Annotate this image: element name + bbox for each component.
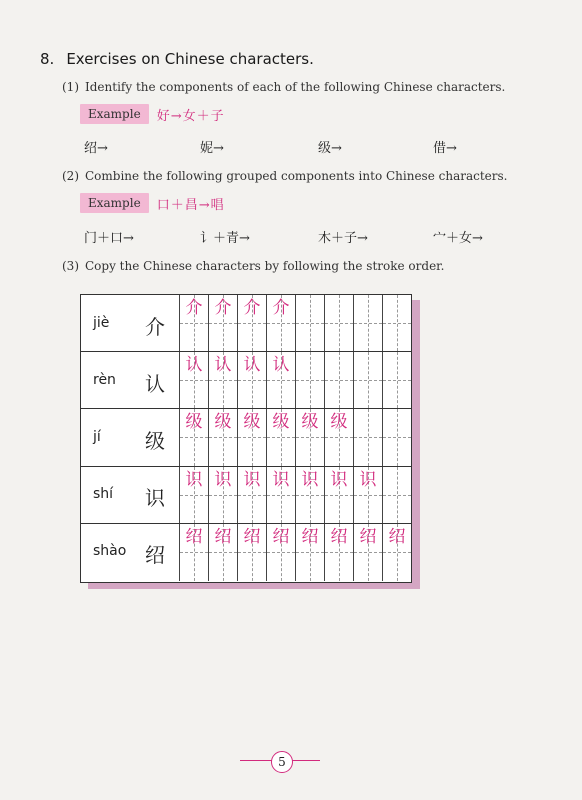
practice-cell[interactable] — [353, 295, 382, 351]
character-label: 级 — [145, 428, 165, 453]
practice-cell[interactable] — [266, 409, 295, 465]
character-label: 认 — [145, 371, 165, 396]
practice-cell[interactable] — [266, 467, 295, 523]
cell-guide-horizontal — [238, 437, 266, 438]
practice-cell[interactable] — [237, 352, 266, 408]
q2-item: 宀＋女→ — [433, 231, 483, 246]
q1-number: (1) — [62, 80, 79, 94]
practice-cell[interactable] — [324, 524, 353, 581]
cell-guide-horizontal — [296, 437, 324, 438]
stroke-step-character: 绍 — [272, 526, 290, 547]
stroke-step-character: 识 — [359, 469, 377, 490]
stroke-step-character: 介 — [214, 298, 232, 318]
cell-guide-horizontal — [296, 495, 324, 496]
practice-cell[interactable] — [324, 352, 353, 408]
cell-guide-horizontal — [325, 552, 353, 553]
stroke-order-grid — [80, 294, 412, 583]
section-number: 8. — [40, 50, 55, 68]
cell-guide-horizontal — [354, 552, 382, 553]
stroke-step-character: 识 — [214, 469, 232, 490]
section-title — [40, 50, 314, 68]
practice-cell[interactable] — [353, 467, 382, 523]
character-label: 介 — [145, 314, 165, 339]
grid-row — [81, 524, 411, 581]
cell-guide-horizontal — [296, 323, 324, 324]
section-title-text: Exercises on Chinese characters. — [66, 50, 314, 68]
page-number-line-left — [240, 760, 274, 761]
cell-guide-horizontal — [209, 552, 237, 553]
practice-cell[interactable] — [237, 467, 266, 523]
stroke-step-character: 介 — [272, 298, 290, 318]
practice-cell[interactable] — [266, 352, 295, 408]
practice-cell[interactable] — [208, 352, 237, 408]
practice-cell[interactable] — [382, 409, 411, 465]
cell-guide-horizontal — [180, 380, 208, 381]
pinyin-label: rèn — [93, 371, 116, 388]
cell-guide-horizontal — [383, 380, 411, 381]
cell-guide-horizontal — [238, 323, 266, 324]
character-label: 识 — [145, 486, 165, 511]
stroke-step-character: 识 — [272, 469, 290, 490]
cell-guide-horizontal — [296, 552, 324, 553]
cell-guide-horizontal — [209, 380, 237, 381]
cell-guide-horizontal — [383, 437, 411, 438]
cell-guide-horizontal — [325, 495, 353, 496]
stroke-step-character: 识 — [330, 469, 348, 490]
grid-row — [81, 409, 411, 466]
practice-cell[interactable] — [382, 352, 411, 408]
practice-cell[interactable] — [295, 352, 324, 408]
practice-cell[interactable] — [208, 295, 237, 351]
practice-cells — [179, 467, 411, 523]
practice-cell[interactable] — [266, 295, 295, 351]
q2-example-text: 口＋昌→唱 — [156, 197, 225, 213]
practice-cells — [179, 409, 411, 465]
practice-cell[interactable] — [237, 524, 266, 581]
cell-guide-horizontal — [325, 380, 353, 381]
practice-cell[interactable] — [208, 467, 237, 523]
practice-cell[interactable] — [382, 295, 411, 351]
q1-example-text: 好→女＋子 — [156, 108, 225, 124]
practice-cells — [179, 352, 411, 408]
q1-example-label: Example — [80, 104, 149, 124]
practice-cell[interactable] — [179, 352, 208, 408]
pinyin-label: jiè — [93, 314, 110, 331]
q2-example — [80, 193, 225, 213]
stroke-step-character: 识 — [301, 469, 319, 490]
stroke-step-character: 认 — [272, 355, 290, 376]
practice-cells — [179, 295, 411, 351]
stroke-step-character: 识 — [185, 469, 203, 490]
page-number: 5 — [271, 751, 293, 773]
cell-guide-horizontal — [354, 437, 382, 438]
cell-guide-horizontal — [325, 323, 353, 324]
stroke-step-character: 绍 — [185, 526, 203, 547]
q2-item: 门＋口→ — [84, 231, 134, 246]
q3-instruction-text: Copy the Chinese characters by following the stroke order. — [85, 259, 445, 273]
cell-guide-horizontal — [296, 380, 324, 381]
cell-guide-horizontal — [354, 495, 382, 496]
practice-cell[interactable] — [324, 295, 353, 351]
stroke-step-character: 绍 — [214, 526, 232, 547]
cell-guide-horizontal — [383, 552, 411, 553]
stroke-step-character: 级 — [301, 412, 319, 433]
cell-guide-horizontal — [354, 323, 382, 324]
practice-cell[interactable] — [208, 409, 237, 465]
cell-guide-horizontal — [180, 552, 208, 553]
cell-guide-horizontal — [180, 495, 208, 496]
q3-instruction — [62, 259, 444, 273]
cell-guide-horizontal — [267, 380, 295, 381]
pinyin-label: shào — [93, 543, 127, 560]
cell-guide-horizontal — [238, 380, 266, 381]
stroke-step-character: 绍 — [243, 526, 261, 547]
q1-example — [80, 104, 225, 124]
practice-cell[interactable] — [353, 409, 382, 465]
cell-guide-horizontal — [267, 323, 295, 324]
cell-guide-horizontal — [267, 437, 295, 438]
cell-guide-horizontal — [383, 323, 411, 324]
practice-cell[interactable] — [353, 524, 382, 581]
practice-cell[interactable] — [208, 524, 237, 581]
q2-item: 讠＋青→ — [200, 231, 250, 246]
cell-guide-horizontal — [267, 552, 295, 553]
cell-guide-horizontal — [325, 437, 353, 438]
q1-item: 级→ — [318, 141, 342, 156]
cell-guide-horizontal — [209, 437, 237, 438]
q1-item: 妮→ — [200, 141, 224, 156]
q3-number: (3) — [62, 259, 79, 273]
practice-cell[interactable] — [237, 409, 266, 465]
cell-guide-horizontal — [238, 552, 266, 553]
stroke-step-character: 级 — [185, 412, 203, 433]
practice-cell[interactable] — [179, 524, 208, 581]
q2-instruction — [62, 169, 507, 183]
practice-cell[interactable] — [295, 524, 324, 581]
grid-row — [81, 467, 411, 524]
practice-cell[interactable] — [353, 352, 382, 408]
cell-guide-horizontal — [180, 437, 208, 438]
stroke-step-character: 认 — [185, 355, 203, 376]
cell-guide-horizontal — [209, 495, 237, 496]
stroke-step-character: 识 — [243, 469, 261, 490]
stroke-step-character: 绍 — [359, 526, 377, 547]
q1-item: 借→ — [433, 141, 457, 156]
q2-number: (2) — [62, 169, 79, 183]
q2-example-label: Example — [80, 193, 149, 213]
stroke-step-character: 介 — [243, 298, 261, 318]
character-label: 绍 — [145, 543, 165, 568]
practice-cells — [179, 524, 411, 581]
stroke-step-character: 介 — [185, 298, 203, 318]
cell-guide-horizontal — [267, 495, 295, 496]
practice-cell[interactable] — [324, 409, 353, 465]
practice-cell[interactable] — [324, 467, 353, 523]
stroke-step-character: 认 — [214, 355, 232, 376]
stroke-step-character: 绍 — [388, 526, 406, 547]
practice-cell[interactable] — [179, 467, 208, 523]
cell-guide-horizontal — [354, 380, 382, 381]
grid-row — [81, 295, 411, 352]
stroke-step-character: 级 — [214, 412, 232, 433]
stroke-step-character: 绍 — [301, 526, 319, 547]
q1-instruction-text: Identify the components of each of the following Chinese characters. — [85, 80, 506, 94]
practice-cell[interactable] — [295, 295, 324, 351]
q2-item: 木＋子→ — [318, 231, 368, 246]
cell-guide-horizontal — [238, 495, 266, 496]
stroke-step-character: 认 — [243, 355, 261, 376]
practice-cell[interactable] — [179, 295, 208, 351]
practice-cell[interactable] — [295, 467, 324, 523]
cell-guide-horizontal — [209, 323, 237, 324]
cell-guide-horizontal — [383, 495, 411, 496]
cell-guide-horizontal — [180, 323, 208, 324]
q2-instruction-text: Combine the following grouped components into Chinese characters. — [85, 169, 508, 183]
stroke-step-character: 级 — [330, 412, 348, 433]
practice-cell[interactable] — [179, 409, 208, 465]
practice-cell[interactable] — [266, 524, 295, 581]
q1-item: 绍→ — [84, 141, 108, 156]
practice-cell[interactable] — [382, 524, 411, 581]
practice-cell[interactable] — [382, 467, 411, 523]
practice-cell[interactable] — [237, 295, 266, 351]
pinyin-label: jí — [93, 428, 101, 445]
stroke-step-character: 级 — [243, 412, 261, 433]
q1-instruction — [62, 80, 505, 94]
practice-cell[interactable] — [295, 409, 324, 465]
stroke-step-character: 绍 — [330, 526, 348, 547]
grid-row — [81, 352, 411, 409]
pinyin-label: shí — [93, 486, 114, 503]
stroke-step-character: 级 — [272, 412, 290, 433]
